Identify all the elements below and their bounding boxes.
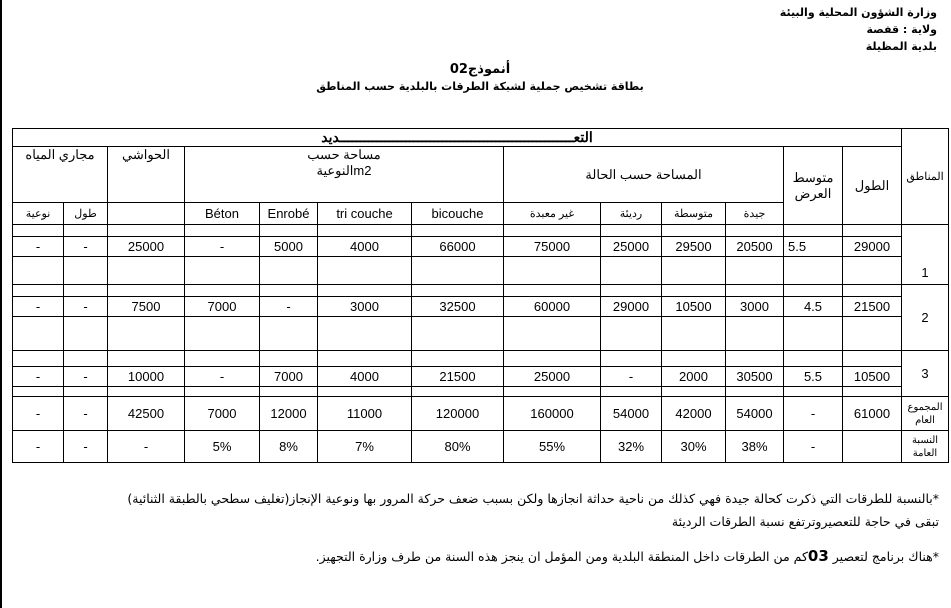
sidewalks-cell: 42500 <box>108 397 185 431</box>
area-by-type-line1: مساحة حسب <box>307 147 381 162</box>
wc-length-cell: - <box>64 397 108 431</box>
bicouche-header: bicouche <box>412 203 504 225</box>
unpaved-cell: 160000 <box>504 397 601 431</box>
sidewalks-cell: - <box>108 431 185 463</box>
water-channels-header: مجاري المياه <box>13 147 108 203</box>
bad-cell: - <box>601 367 662 387</box>
good-cell: 20500 <box>726 237 784 257</box>
tricouche-cell: 7% <box>318 431 412 463</box>
avg-width-header: متوسط العرض <box>784 147 843 225</box>
municipality-name: بلدية المظيلة <box>865 40 937 53</box>
medium-cell: 29500 <box>662 237 726 257</box>
wc-length-cell: - <box>64 237 108 257</box>
length-cell <box>843 431 902 463</box>
wc-type-cell: - <box>13 431 64 463</box>
medium-cell: 30% <box>662 431 726 463</box>
avg-width-cell: 5.5 <box>784 237 843 257</box>
length-cell: 61000 <box>843 397 902 431</box>
bicouche-cell: 21500 <box>412 367 504 387</box>
header-row-main <box>13 147 949 203</box>
avg-width-cell: - <box>784 397 843 431</box>
bad-cell: 54000 <box>601 397 662 431</box>
zone-spacer-row <box>13 351 949 367</box>
area-by-type-line2: النوعيةm2 <box>316 163 372 178</box>
avg-width-cell: - <box>784 431 843 463</box>
enrobe-cell: 5000 <box>260 237 318 257</box>
roads-table <box>12 128 949 463</box>
note-2 <box>4 545 939 568</box>
beton-cell: 7000 <box>185 297 260 317</box>
zone-label: 3 <box>902 351 949 397</box>
beton-cell: - <box>185 367 260 387</box>
good-cell: 38% <box>726 431 784 463</box>
sidewalks-header: الحواشي <box>108 147 185 203</box>
unpaved-header: غير معبدة <box>504 203 601 225</box>
tricouche-cell: 11000 <box>318 397 412 431</box>
zone-spacer-row <box>13 317 949 351</box>
ratio-label: النسبة العامة <box>902 431 949 463</box>
note-2-post: كم من الطرقات داخل المنطقة البلدية ومن المؤمل ان ينجز هذه السنة من طرف وزارة التجهيز. <box>315 549 808 564</box>
good-cell: 54000 <box>726 397 784 431</box>
enrobe-cell: 8% <box>260 431 318 463</box>
note-1 <box>4 487 939 533</box>
medium-cell: 2000 <box>662 367 726 387</box>
total-row <box>13 397 949 431</box>
bicouche-cell: 120000 <box>412 397 504 431</box>
good-header: جيدة <box>726 203 784 225</box>
tricouche-cell: 3000 <box>318 297 412 317</box>
count-header: التعـــــــــــــــــــــــــــــــــــــــــــــــــــــــــديد <box>13 129 902 147</box>
beton-header: Béton <box>185 203 260 225</box>
wc-type-cell: - <box>13 367 64 387</box>
wc-length-cell: - <box>64 367 108 387</box>
zone-spacer-row <box>13 225 949 237</box>
beton-cell: - <box>185 237 260 257</box>
wc-type-cell: - <box>13 237 64 257</box>
wc-length-header: طول <box>64 203 108 225</box>
tricouche-cell: 4000 <box>318 237 412 257</box>
note-2-pre: *هناك برنامج لتعصير <box>828 549 939 564</box>
good-cell: 30500 <box>726 367 784 387</box>
unpaved-cell: 55% <box>504 431 601 463</box>
header-row-top <box>13 129 949 147</box>
unpaved-cell: 60000 <box>504 297 601 317</box>
enrobe-cell: 7000 <box>260 367 318 387</box>
zones-header: المناطق <box>902 129 949 225</box>
sidewalks-cell: 7500 <box>108 297 185 317</box>
sidewalks-cell: 10000 <box>108 367 185 387</box>
avg-width-cell: 4.5 <box>784 297 843 317</box>
table-row <box>13 367 949 387</box>
tricouche-cell: 4000 <box>318 367 412 387</box>
sidewalks-cell: 25000 <box>108 237 185 257</box>
area-by-type-header <box>185 147 504 203</box>
wc-length-cell: - <box>64 297 108 317</box>
enrobe-cell: - <box>260 297 318 317</box>
zone-label: 2 <box>902 285 949 351</box>
ratio-row <box>13 431 949 463</box>
table-row <box>13 237 949 257</box>
avg-width-cell: 5.5 <box>784 367 843 387</box>
page-left-border <box>0 0 2 608</box>
bicouche-cell: 66000 <box>412 237 504 257</box>
wc-type-cell: - <box>13 397 64 431</box>
bicouche-cell: 32500 <box>412 297 504 317</box>
bad-cell: 32% <box>601 431 662 463</box>
unpaved-cell: 25000 <box>504 367 601 387</box>
zone-spacer-row <box>13 257 949 285</box>
bad-cell: 29000 <box>601 297 662 317</box>
beton-cell: 5% <box>185 431 260 463</box>
bad-cell: 25000 <box>601 237 662 257</box>
medium-cell: 42000 <box>662 397 726 431</box>
bicouche-cell: 80% <box>412 431 504 463</box>
wc-type-cell: - <box>13 297 64 317</box>
total-label: المجموع العام <box>902 397 949 431</box>
note-1-line-1: *بالنسبة للطرقات التي ذكرت كحالة جيدة فهي كذلك من ناحية حداثة انجازها ولكن بسبب ضعف حركة المرور بها ونوعية الإنجاز(تغليف سطحي بالطبقة الثنائية) <box>127 491 939 506</box>
note-2-number: 03 <box>807 547 829 565</box>
sidewalks-sub-empty <box>108 203 185 225</box>
length-cell: 29000 <box>843 237 902 257</box>
tricouche-header: tri couche <box>318 203 412 225</box>
good-cell: 3000 <box>726 297 784 317</box>
zone-label: 1 <box>902 225 949 285</box>
beton-cell: 7000 <box>185 397 260 431</box>
area-by-condition-header: المساحة حسب الحالة <box>504 147 784 203</box>
zone-spacer-row <box>13 387 949 397</box>
form-model: أنموذج02 <box>449 62 511 77</box>
medium-cell: 10500 <box>662 297 726 317</box>
wc-length-cell: - <box>64 431 108 463</box>
table-row <box>13 297 949 317</box>
length-header: الطول <box>843 147 902 225</box>
wc-type-header: نوعية <box>13 203 64 225</box>
length-cell: 10500 <box>843 367 902 387</box>
ministry-name: وزارة الشؤون المحلية والبيئة <box>779 6 937 19</box>
bad-header: رديئة <box>601 203 662 225</box>
unpaved-cell: 75000 <box>504 237 601 257</box>
medium-header: متوسطة <box>662 203 726 225</box>
zone-spacer-row <box>13 285 949 297</box>
note-1-line-2: تبقى في حاجة للتعصيروترتفع نسبة الطرقات الرديئة <box>671 514 939 529</box>
enrobe-header: Enrobé <box>260 203 318 225</box>
enrobe-cell: 12000 <box>260 397 318 431</box>
form-title: بطاقة تشخيص جملية لشبكة الطرقات بالبلدية حسب المناطق <box>316 80 644 93</box>
wilaya-name: ولاية : قفصة <box>866 23 937 36</box>
length-cell: 21500 <box>843 297 902 317</box>
